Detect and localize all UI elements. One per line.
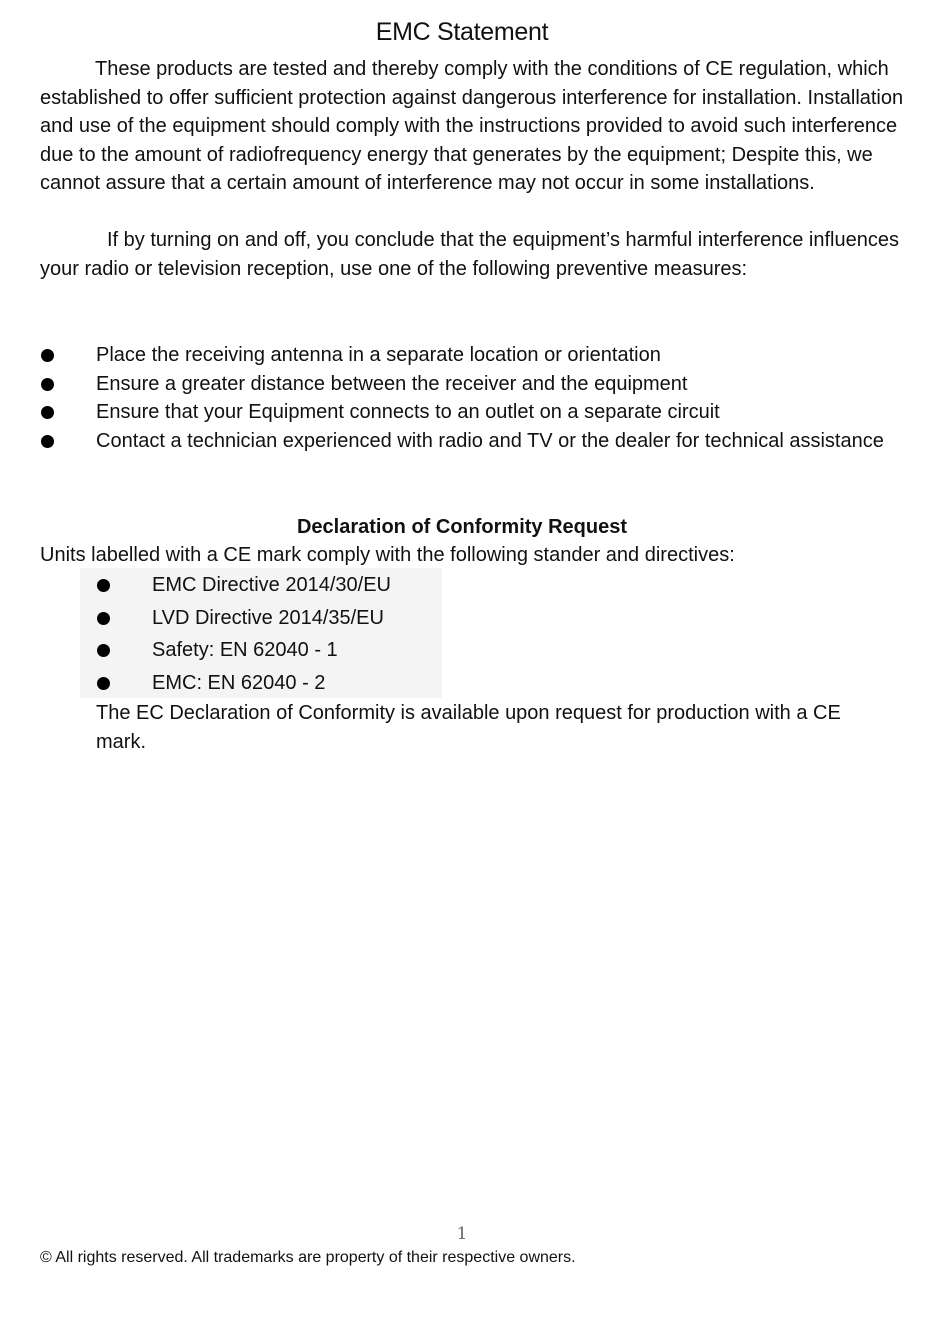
bullet-dot-icon <box>97 677 110 690</box>
page-number: 1 <box>456 1224 468 1244</box>
directive-text: EMC Directive 2014/30/EU <box>152 574 391 596</box>
copyright-footer: © All rights reserved. All trademarks are property of their respective owners. <box>40 1249 576 1266</box>
list-item <box>40 341 920 370</box>
bullet-dot-icon <box>41 378 54 391</box>
declaration-intro: Units labelled with a CE mark comply with the following stander and directives: <box>40 544 735 566</box>
measure-text: Place the receiving antenna in a separate location or orientation <box>96 344 661 366</box>
directives-list <box>96 570 391 700</box>
intro-paragraph: These products are tested and thereby comply with the conditions of CE regulation, which established to offer sufficient protection against dangerous interference for installation. Installation and use of the equipment should comply with the instructions provided to avoid such interference due to the amount of radiofrequency energy that generates by the equipment; Despite this, we cannot assure that a certain amount of interference may not occur in some installations. <box>40 58 904 195</box>
declaration-heading: Declaration of Conformity Request <box>296 516 628 538</box>
list-item <box>96 635 391 668</box>
list-item <box>96 603 391 636</box>
directive-text: LVD Directive 2014/35/EU <box>152 606 384 629</box>
preventive-measures-list <box>40 341 920 455</box>
measure-text: Ensure a greater distance between the receiver and the equipment <box>96 372 688 395</box>
directive-text: Safety: EN 62040 - 1 <box>152 639 338 661</box>
list-item <box>40 427 920 456</box>
directive-text: EMC: EN 62040 - 2 <box>152 671 326 694</box>
bullet-dot-icon <box>97 644 110 657</box>
bullet-dot-icon <box>41 435 54 448</box>
list-item <box>40 398 920 427</box>
bullet-dot-icon <box>41 349 54 362</box>
bullet-dot-icon <box>97 612 110 625</box>
list-item <box>40 370 920 399</box>
list-item <box>96 570 391 603</box>
page-title: EMC Statement <box>375 18 549 46</box>
ec-declaration-text: The EC Declaration of Conformity is available upon request for production with a CE mark. <box>96 702 841 753</box>
measures-paragraph: If by turning on and off, you conclude that the equipment’s harmful interference influences your radio or television reception, use one of the following preventive measures: <box>40 229 899 280</box>
measure-text: Ensure that your Equipment connects to an outlet on a separate circuit <box>96 401 720 424</box>
bullet-dot-icon <box>41 406 54 419</box>
bullet-dot-icon <box>97 579 110 592</box>
measure-text: Contact a technician experienced with radio and TV or the dealer for technical assistance <box>96 429 884 452</box>
list-item <box>96 668 391 701</box>
